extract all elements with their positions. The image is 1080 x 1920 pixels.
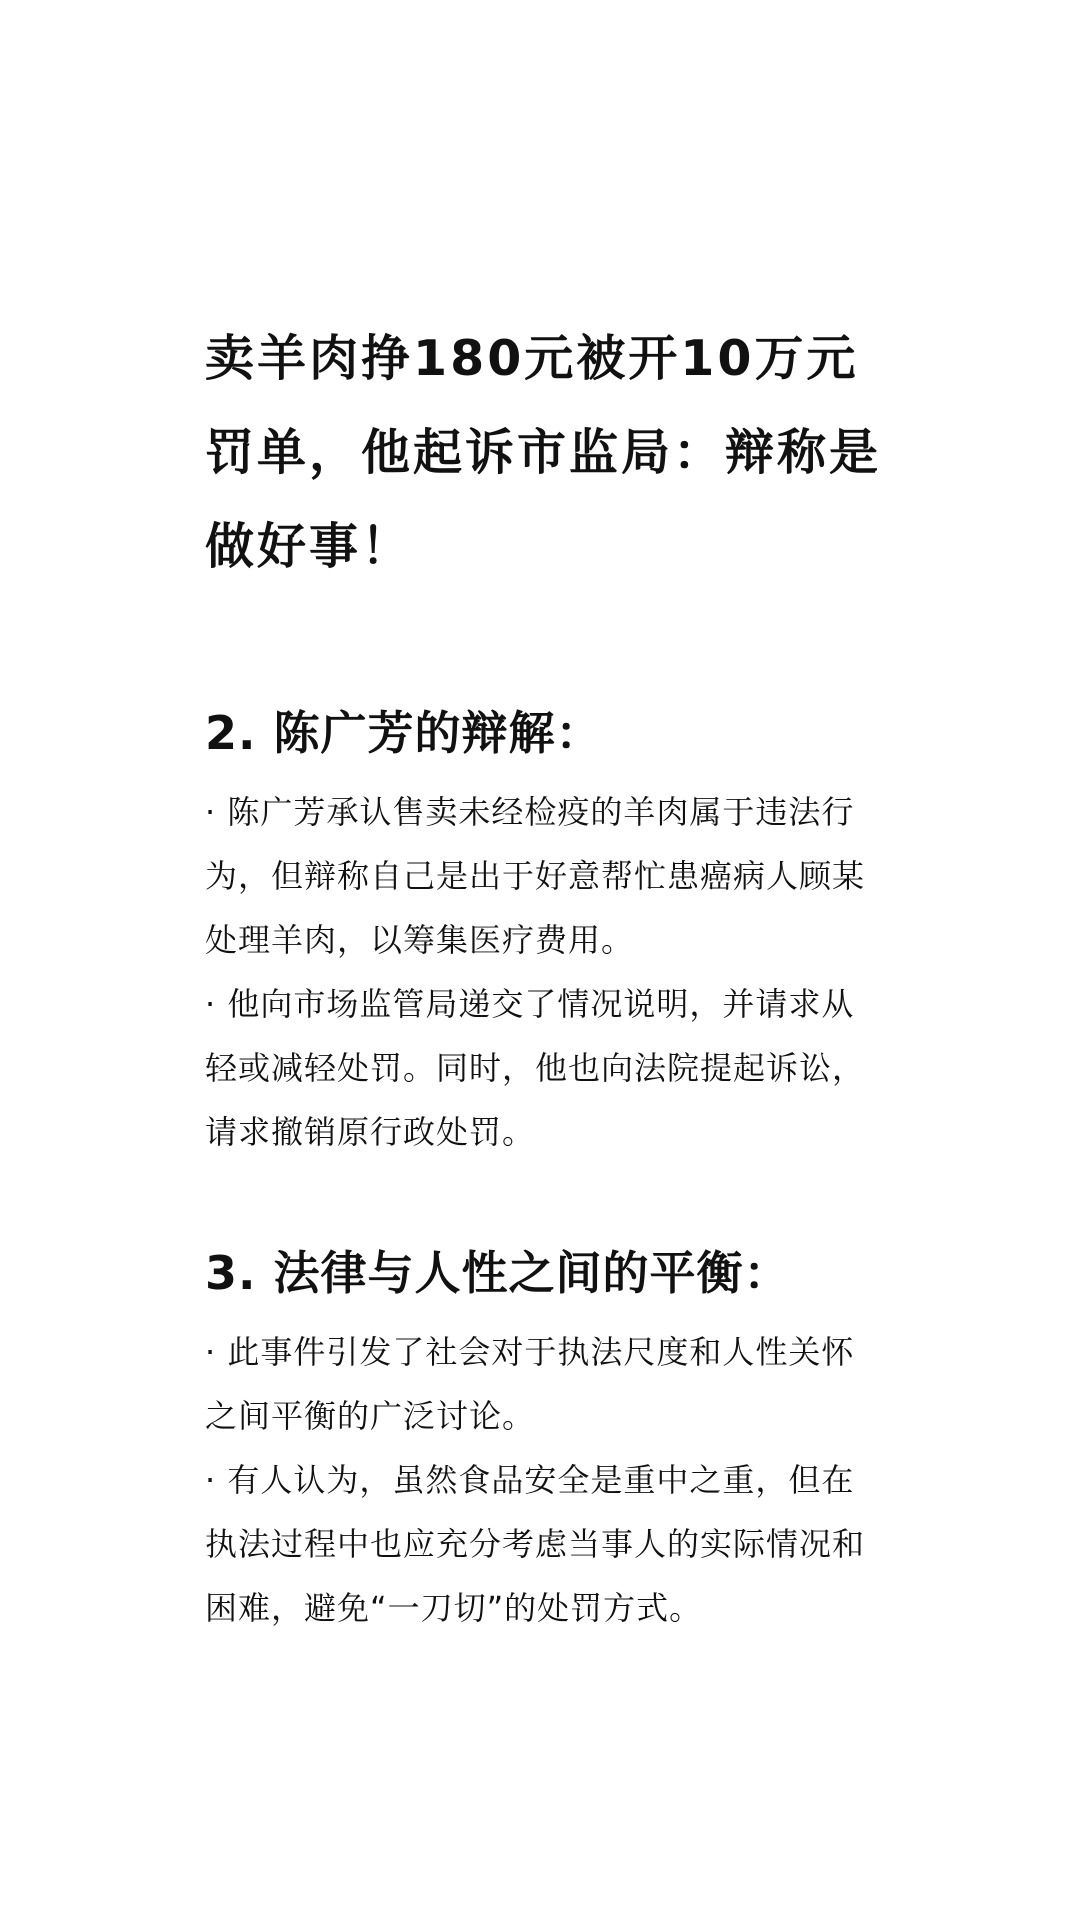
section-heading: 2. 陈广芳的辩解： bbox=[205, 706, 603, 760]
article-title: 卖羊肉挣180元被开10万元罚单，他起诉市监局：辩称是做好事！ bbox=[205, 330, 882, 575]
bullet-item: · 此事件引发了社会对于执法尺度和人性关怀之间平衡的广泛讨论。 bbox=[205, 1333, 855, 1435]
section-heading: 3. 法律与人性之间的平衡： bbox=[205, 1246, 791, 1300]
bullet-item: · 陈广芳承认售卖未经检疫的羊肉属于违法行为，但辩称自己是出于好意帮忙患癌病人顾某处理羊肉，以筹集医疗费用。 bbox=[205, 793, 866, 959]
bullet-item: · 有人认为，虽然食品安全是重中之重，但在执法过程中也应充分考虑当事人的实际情况和困难，避免“一刀切”的处罚方式。 bbox=[205, 1461, 866, 1627]
bullet-item: · 他向市场监管局递交了情况说明，并请求从轻或减轻处罚。同时，他也向法院提起诉讼，请求撤销原行政处罚。 bbox=[205, 985, 866, 1151]
section-balance bbox=[205, 1240, 885, 1640]
section-defense bbox=[205, 700, 885, 1164]
